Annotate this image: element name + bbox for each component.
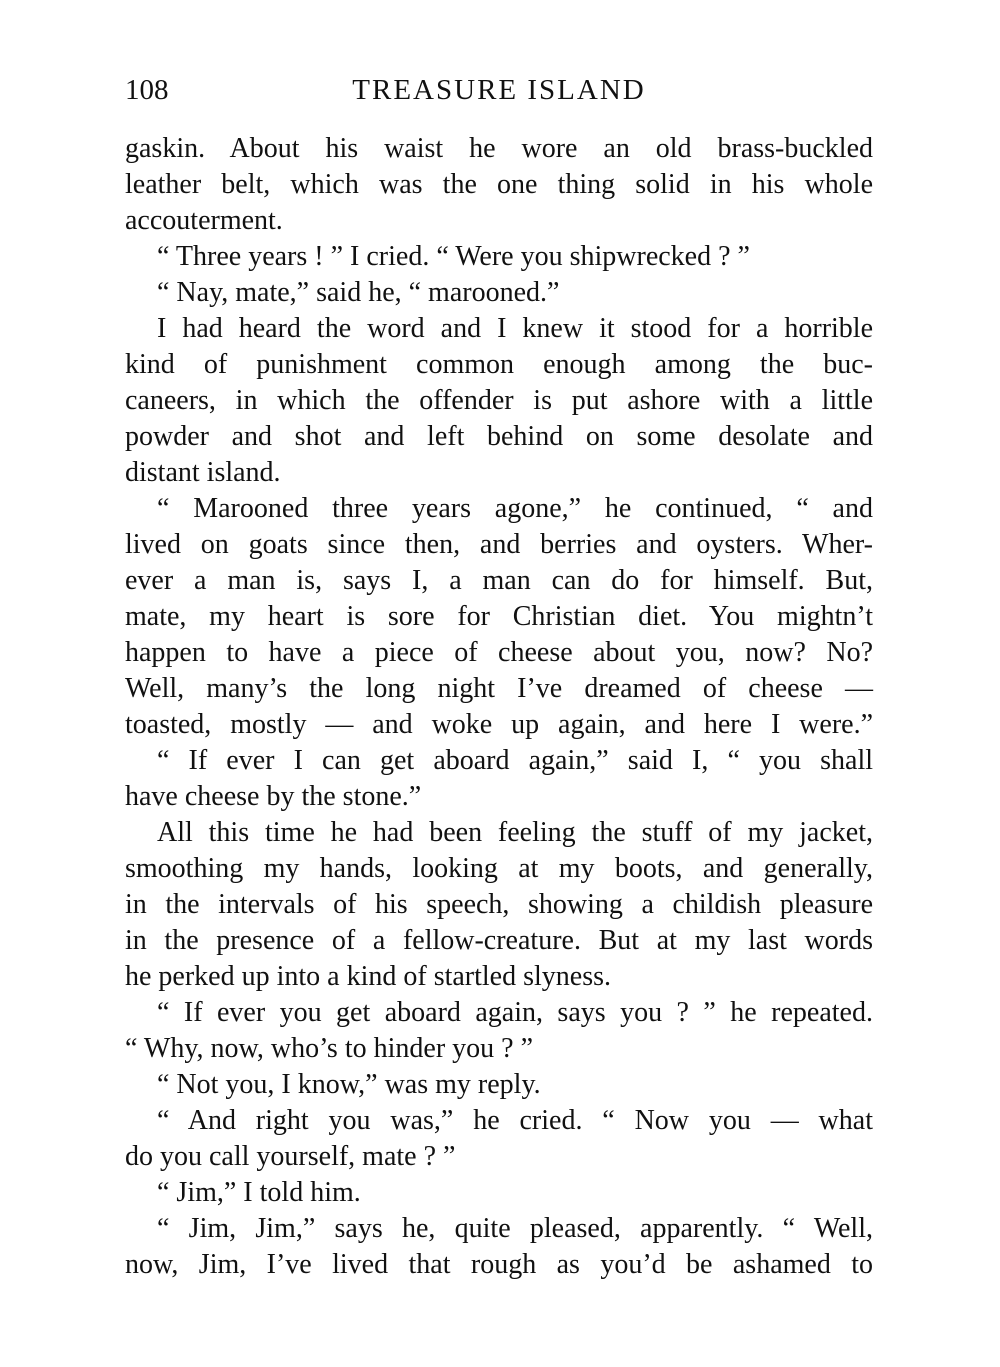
text-line: “ Why, now, who’s to hinder you ? ” bbox=[125, 1033, 533, 1064]
text-line: smoothing my hands, looking at my boots, and generally, bbox=[125, 853, 873, 884]
text-line: gaskin. About his waist he wore an old brass-buckled bbox=[125, 133, 873, 164]
text-line: “ Jim,” I told him. bbox=[157, 1177, 361, 1208]
running-title: TREASURE ISLAND bbox=[352, 74, 646, 106]
text-line: “ If ever you get aboard again, says you ? ” he repeated. bbox=[157, 997, 873, 1028]
text-line: kind of punishment common enough among the buc- bbox=[125, 349, 873, 380]
text-line: accouterment. bbox=[125, 205, 283, 236]
text-line: powder and shot and left behind on some desolate and bbox=[125, 421, 873, 452]
text-line: distant island. bbox=[125, 457, 281, 488]
text-line: lived on goats since then, and berries and oysters. Wher- bbox=[125, 529, 873, 560]
text-line: happen to have a piece of cheese about you, now? No? bbox=[125, 637, 873, 668]
text-line: toasted, mostly — and woke up again, and here I were.” bbox=[125, 709, 873, 740]
text-line: in the presence of a fellow-creature. But at my last words bbox=[125, 925, 873, 956]
text-line: I had heard the word and I knew it stood for a horrible bbox=[157, 313, 873, 344]
text-line: he perked up into a kind of startled slyness. bbox=[125, 961, 612, 992]
text-line: Well, many’s the long night I’ve dreamed of cheese — bbox=[125, 673, 873, 704]
text-line: “ If ever I can get aboard again,” said I, “ you shall bbox=[157, 745, 873, 776]
text-line: “ Not you, I know,” was my reply. bbox=[157, 1069, 541, 1100]
text-line: do you call yourself, mate ? ” bbox=[125, 1141, 456, 1172]
text-line: ever a man is, says I, a man can do for himself. But, bbox=[125, 565, 873, 596]
text-line: “ Three years ! ” I cried. “ Were you shipwrecked ? ” bbox=[157, 241, 750, 272]
text-line: leather belt, which was the one thing solid in his whole bbox=[125, 169, 873, 200]
page-number: 108 bbox=[125, 74, 169, 106]
text-line: “ Jim, Jim,” says he, quite pleased, apparently. “ Well, bbox=[157, 1213, 873, 1244]
text-line: “ Marooned three years agone,” he continued, “ and bbox=[157, 493, 873, 524]
body-text bbox=[125, 131, 873, 1283]
text-line: mate, my heart is sore for Christian diet. You mightn’t bbox=[125, 601, 873, 632]
text-line: in the intervals of his speech, showing a childish pleasure bbox=[125, 889, 873, 920]
text-line: now, Jim, I’ve lived that rough as you’d be ashamed to bbox=[125, 1249, 873, 1280]
page-header bbox=[125, 70, 873, 110]
text-line: “ Nay, mate,” said he, “ marooned.” bbox=[157, 277, 560, 308]
text-line: “ And right you was,” he cried. “ Now you — what bbox=[157, 1105, 873, 1136]
text-line: All this time he had been feeling the stuff of my jacket, bbox=[157, 817, 873, 848]
text-line: have cheese by the stone.” bbox=[125, 781, 422, 812]
text-line: caneers, in which the offender is put ashore with a little bbox=[125, 385, 873, 416]
